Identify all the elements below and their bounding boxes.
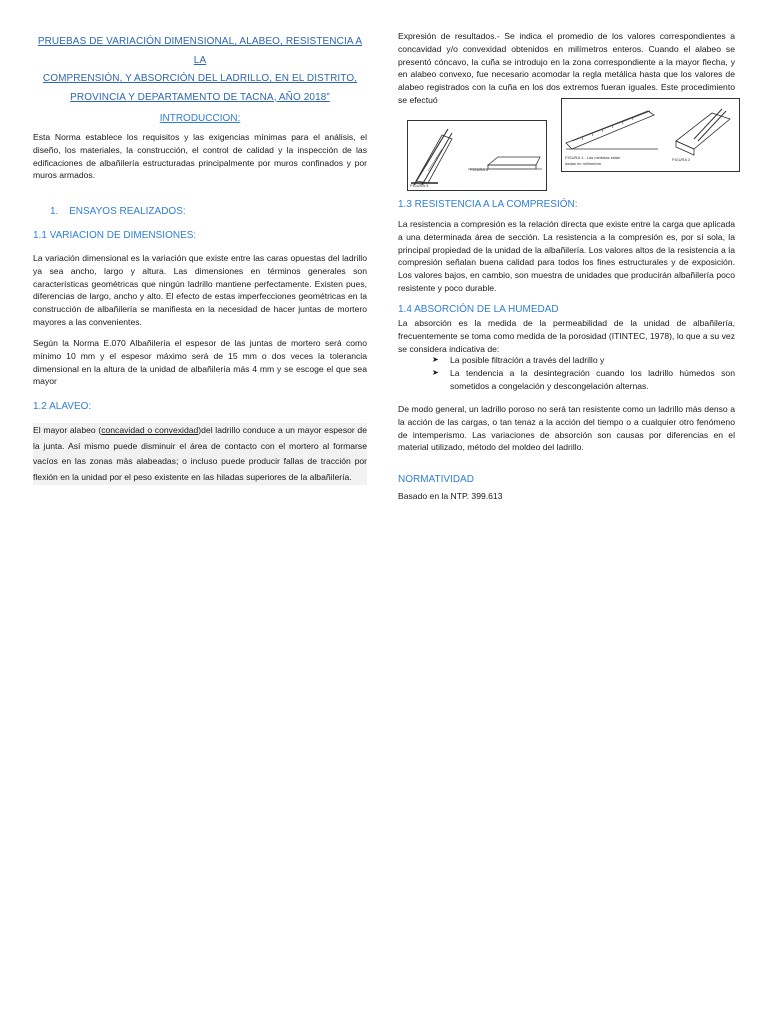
alabeo-underlined-text: concavidad o convexidad	[101, 425, 199, 435]
absorption-bullet-list	[398, 354, 735, 392]
figure-wedge-measurement	[407, 120, 547, 191]
section-1-2-paragraph	[33, 423, 367, 485]
section-1-1-paragraph-1: La variación dimensional es la variación que existe entre las caras opuestas del ladrillo ya sea ancho, largo y altura. Las dimensiones en términos generales son características geométricas que ningún ladrillo mantiene perfectamente. Existen pues, diferencias de largo, ancho y alto. El efecto de estas imperfecciones geométricas en la construcción de albañilería se manifiesta en la necesidad de hacer juntas de mortero mayores a las convenientes.	[33, 253, 367, 327]
intro-heading: INTRODUCCION:	[159, 113, 241, 124]
normatividad-heading: NORMATIVIDAD	[398, 474, 474, 485]
document-title	[33, 33, 367, 107]
list-item	[398, 354, 735, 367]
figure-a-label: FIGURA 4	[470, 167, 489, 172]
title-line-2: COMPRENSIÓN, Y ABSORCIÓN DEL LADRILLO, EN EL DISTRITO,	[42, 73, 358, 84]
figure-b-caption-3: FIGURA 2	[672, 157, 691, 162]
section-1-number: 1.	[50, 206, 59, 217]
figure-b-caption-1: FIGURA 1.- Las medidas están	[565, 155, 621, 160]
section-1-1-paragraph-2: Según la Norma E.070 Albañilería el espesor de las juntas de mortero será como mínimo 10 mm y el espesor máximo será de 15 mm o dos veces la tolerancia dimensional en la altura de la unidad de albañilería más 4 mm y se escoge el que sea mayor	[33, 338, 367, 387]
figure-a-corner-label: FIGURA 3	[410, 183, 429, 188]
bullet-text-1: La posible filtración a través del ladrillo y	[450, 355, 605, 365]
figure-warping-measurement	[561, 98, 740, 172]
bullet-text-2: La tendencia a la desintegración cuando los ladrillo húmedos son sometidos a congelación y descongelación alternas.	[450, 367, 735, 391]
alabeo-text-end: )del ladrillo conduce a un mayor espesor de la junta. Así mismo puede disminuir el área de contacto con el mortero al formarse vacíos en las zonas más alabeadas; o incluso puede producir fallas de tracción por flexión en la unidad por el peso existente en las hiladas superiores de la albañilería.	[33, 425, 367, 482]
results-text: Se indica el promedio de los valores correspondientes a concavidad y/o convexidad obtenidos en milímetros enteros. Cuando el alabeo se presentó cóncavo, la cuña se introdujo en la zona correspondiente a la mayor flecha, y en alabeo convexo, fue necesario acomodar la regla metálica hasta que los valores de alabeo registrados con la cuña en los dos extremos fueran iguales. Este procedimiento se efectuó	[398, 31, 735, 105]
arrowhead-bullet-icon: ➤	[432, 367, 439, 377]
section-1-4-heading: 1.4 ABSORCIÓN DE LA HUMEDAD	[398, 304, 559, 315]
results-label: Expresión de resultados.-	[398, 31, 500, 41]
section-1-3-paragraph: La resistencia a compresión es la relación directa que existe entre la carga que aplicada a una determinada área de sección. La resistencia a la compresión es, por sí sola, la principal propiedad de la unidad de la albañilería. Los valores altos de la resistencia a la compresión señalan buena calidad para todos los fines estructurales y de exposición. Los valores bajos, en cambio, son muestra de unidades que producirán albañilería poco resistente y poco durable.	[398, 219, 735, 293]
intro-text: Esta Norma establece los requisitos y las exigencias mínimas para el análisis, el diseño, los materiales, la construcción, el control de calidad y la inspección de las edificaciones de albañilería estructuradas principalmente por muros confinados y por muros armados.	[33, 132, 367, 181]
alabeo-text-start: El mayor alabeo (	[33, 425, 102, 435]
arrowhead-bullet-icon: ➤	[432, 355, 439, 364]
section-1-1-heading: 1.1 VARIACION DE DIMENSIONES:	[33, 230, 197, 241]
section-1-4-paragraph: La absorción es la medida de la permeabilidad de la unidad de albañilería, frecuentemente se toma como medida de la porosidad (ITINTEC, 1978), lo que a su vez se considera indicativa de:	[398, 318, 735, 354]
section-1-4-closing-paragraph: De modo general, un ladrillo poroso no será tan resistente como un ladrillo más denso a la acción de las cargas, o tan tenaz a la acción del tiempo o a cualquier otro fenómeno de intemperismo. Las variaciones de absorción son causas por diferencias en el material utilizado, método del moldeo del ladrillo.	[398, 404, 735, 453]
title-line-1: PRUEBAS DE VARIACIÓN DIMENSIONAL, ALABEO, RESISTENCIA A LA	[37, 36, 363, 66]
normatividad-text: Basado en la NTP. 399.613	[398, 491, 503, 501]
title-line-3: PROVINCIA Y DEPARTAMENTO DE TACNA, AÑO 2018”	[70, 91, 330, 103]
list-item	[398, 367, 735, 393]
section-1-title: ENSAYOS REALIZADOS:	[69, 206, 186, 217]
figure-b-caption-2: dadas en milímetros	[565, 161, 602, 166]
section-1-heading	[50, 206, 186, 217]
results-paragraph	[398, 30, 735, 107]
section-1-2-heading: 1.2 ALAVEO:	[33, 401, 92, 412]
wedge-illustration-icon	[408, 121, 546, 190]
section-1-3-heading: 1.3 RESISTENCIA A LA COMPRESIÓN:	[398, 199, 578, 210]
